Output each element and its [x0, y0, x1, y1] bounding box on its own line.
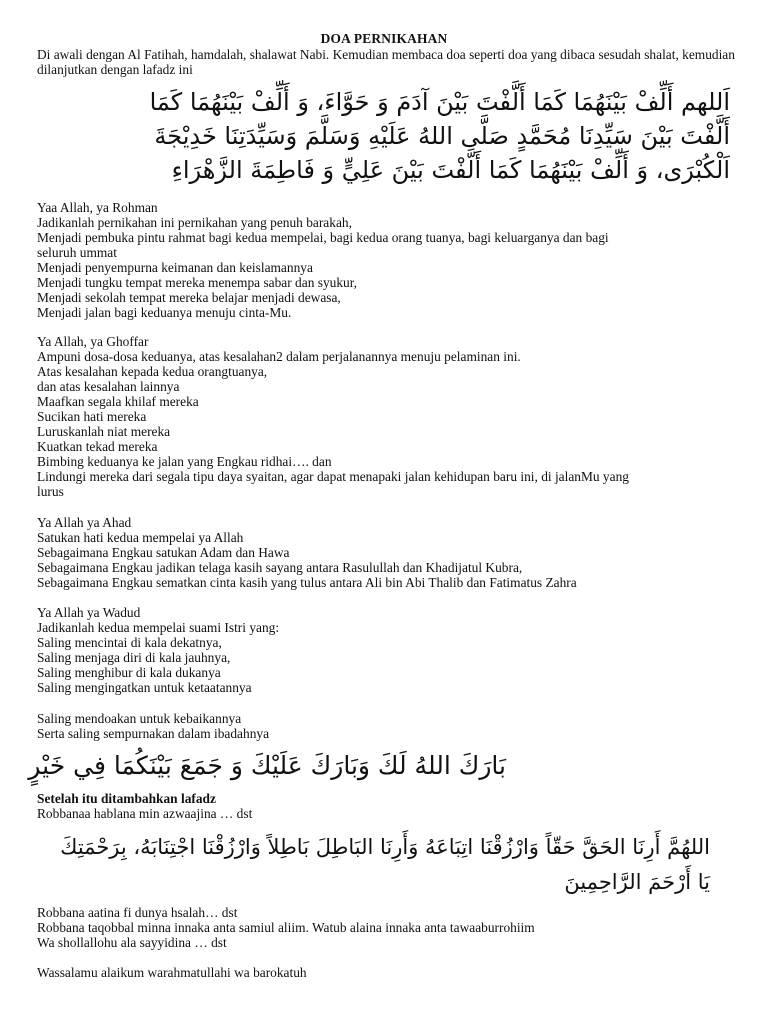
- section1-line: Menjadi tungku tempat mereka menempa sabar dan syukur,: [37, 275, 357, 290]
- section4-line: Saling mencintai di kala dekatnya,: [37, 635, 222, 650]
- tambahan-heading: Setelah itu ditambahkan lafadz: [37, 791, 216, 806]
- section4-line: Saling menghibur di kala dukanya: [37, 665, 221, 680]
- arabic-prayer-line-2: أَلَّفْتَ بَيْنَ سَيِّدِنَا مُحَمَّدٍ صَلَّى اللهُ عَلَيْهِ وَسَلَّمَ وَسَيِّدَتِنَا خَدِيْجَةَ: [154, 122, 730, 150]
- section5-line: Saling mendoakan untuk kebaikannya: [37, 711, 242, 726]
- section2-line: Ampuni dosa-dosa keduanya, atas kesalahan2 dalam perjalanannya menuju pelaminan ini.: [37, 349, 521, 364]
- section3-line: Satukan hati kedua mempelai ya Allah: [37, 530, 244, 545]
- closing-line: Robbana aatina fi dunya hsalah… dst: [37, 905, 238, 920]
- section2-line: lurus: [37, 484, 64, 499]
- tambahan-line: Robbanaa hablana min azwaajina … dst: [37, 806, 253, 821]
- section2-line: Maafkan segala khilaf mereka: [37, 394, 199, 409]
- section2-line: Luruskanlah niat mereka: [37, 424, 171, 439]
- section4-line: Saling mengingatkan untuk ketaatannya: [37, 680, 252, 695]
- section1-line: Menjadi pembuka pintu rahmat bagi kedua mempelai, bagi kedua orang tuanya, bagi keluarganya dan bagi: [37, 230, 609, 245]
- arabic-prayer-line-1: اَللهم أَلِّفْ بَيْنَهُمَا كَمَا أَلَّفْتَ بَيْنَ آدَمَ وَ حَوَّاءَ، وَ أَلِّفْ بَيْنَهُمَا كَمَا: [149, 88, 730, 116]
- closing-line: Wa shollallohu ala sayyidina … dst: [37, 935, 227, 950]
- section1-heading: Yaa Allah, ya Rohman: [37, 200, 158, 215]
- section2-line: Bimbing keduanya ke jalan yang Engkau ridhai…. dan: [37, 454, 332, 469]
- section3-line: Sebagaimana Engkau sematkan cinta kasih yang tulus antara Ali bin Abi Thalib dan Fatimatus Zahra: [37, 575, 577, 590]
- section2-heading: Ya Allah, ya Ghoffar: [37, 334, 149, 349]
- section3-line: Sebagaimana Engkau satukan Adam dan Hawa: [37, 545, 290, 560]
- intro-paragraph: Di awali dengan Al Fatihah, hamdalah, shalawat Nabi. Kemudian membaca doa seperti doa yang dibaca sesudah shalat, kemudian dilanjutkan dengan lafadz ini: [37, 47, 735, 77]
- closing-salam: Wassalamu alaikum warahmatullahi wa barokatuh: [37, 965, 307, 980]
- arabic-barakallah: بَارَكَ اللهُ لَكَ وَبَارَكَ عَلَيْكَ وَ جَمَعَ بَيْنَكُمَا فِي خَيْرٍ: [28, 751, 506, 780]
- section2-line: dan atas kesalahan lainnya: [37, 379, 180, 394]
- section2-line: Lindungi mereka dari segala tipu daya syaitan, agar dapat menapaki jalan kehidupan baru ini, di jalanMu yang: [37, 469, 629, 484]
- arabic-allahumma-line-1: اللهُمَّ أَرِنَا الحَقَّ حَقّاً وَارْزُقْنَا اتِبَاعَهُ وَأَرِنَا البَاطِلَ بَاطِلاً وَارْزُقْنَا اجْتِنَابَهُ، بِرَحْمَتِكَ: [60, 835, 710, 859]
- section1-line: Menjadi jalan bagi keduanya menuju cinta-Mu.: [37, 305, 292, 320]
- section1-line: Menjadi sekolah tempat mereka belajar menjadi dewasa,: [37, 290, 341, 305]
- section1-line: Jadikanlah pernikahan ini pernikahan yang penuh barakah,: [37, 215, 352, 230]
- section2-line: Atas kesalahan kepada kedua orangtuanya,: [37, 364, 268, 379]
- section4-line: Saling menjaga diri di kala jauhnya,: [37, 650, 231, 665]
- section2-line: Kuatkan tekad mereka: [37, 439, 158, 454]
- section1-line: seluruh ummat: [37, 245, 117, 260]
- section4-line: Jadikanlah kedua mempelai suami Istri yang:: [37, 620, 280, 635]
- section1-line: Menjadi penyempurna keimanan dan keislamannya: [37, 260, 313, 275]
- section5-line: Serta saling sempurnakan dalam ibadahnya: [37, 726, 270, 741]
- doc-title: DOA PERNIKAHAN: [320, 31, 448, 46]
- section4-heading: Ya Allah ya Wadud: [37, 605, 141, 620]
- arabic-prayer-line-3: اَلْكُبْرَى، وَ أَلِّفْ بَيْنَهُمَا كَمَا أَلَّفْتَ بَيْنَ عَلِيٍّ وَ فَاطِمَةَ الزَّهْرَاءِ: [171, 156, 730, 184]
- section3-line: Sebagaimana Engkau jadikan telaga kasih sayang antara Rasulullah dan Khadijatul Kubra,: [37, 560, 523, 575]
- section2-line: Sucikan hati mereka: [37, 409, 147, 424]
- section3-heading: Ya Allah ya Ahad: [37, 515, 132, 530]
- closing-line: Robbana taqobbal minna innaka anta samiul aliim. Watub alaina innaka anta tawaaburrohiim: [37, 920, 535, 935]
- arabic-allahumma-line-2: يَا أَرْحَمَ الرَّاحِمِينَ: [564, 870, 710, 894]
